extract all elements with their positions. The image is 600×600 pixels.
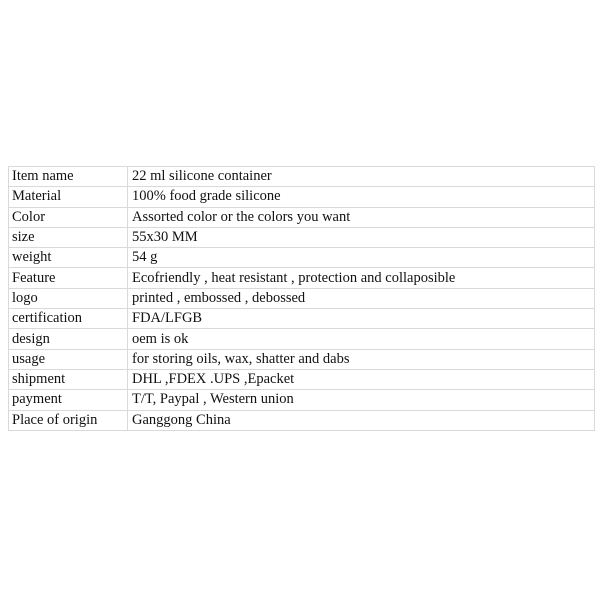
spec-name-cell: shipment <box>9 369 128 389</box>
spec-value-cell: 100% food grade silicone <box>128 187 595 207</box>
table-row <box>9 288 595 308</box>
table-row <box>9 248 595 268</box>
spec-value-cell: oem is ok <box>128 329 595 349</box>
table-row <box>9 309 595 329</box>
spec-name-cell: usage <box>9 349 128 369</box>
table-row <box>9 390 595 410</box>
spec-name-cell: logo <box>9 288 128 308</box>
spec-name-cell: Place of origin <box>9 410 128 430</box>
spec-value-cell: for storing oils, wax, shatter and dabs <box>128 349 595 369</box>
spec-value-cell: DHL ,FDEX .UPS ,Epacket <box>128 369 595 389</box>
table-row <box>9 349 595 369</box>
spec-value-cell: FDA/LFGB <box>128 309 595 329</box>
spec-name-cell: design <box>9 329 128 349</box>
spec-value-cell: 54 g <box>128 248 595 268</box>
spec-value-cell: Ganggong China <box>128 410 595 430</box>
spec-value-cell: printed , embossed , debossed <box>128 288 595 308</box>
spec-value-cell: 55x30 MM <box>128 227 595 247</box>
table-row <box>9 187 595 207</box>
spec-value-cell: T/T, Paypal , Western union <box>128 390 595 410</box>
table-row <box>9 329 595 349</box>
table-row <box>9 167 595 187</box>
spec-name-cell: weight <box>9 248 128 268</box>
table-row <box>9 369 595 389</box>
spec-value-cell: Ecofriendly , heat resistant , protection and collaposible <box>128 268 595 288</box>
spec-name-cell: Material <box>9 187 128 207</box>
spec-name-cell: Item name <box>9 167 128 187</box>
table-row <box>9 227 595 247</box>
table-row <box>9 207 595 227</box>
spec-value-cell: Assorted color or the colors you want <box>128 207 595 227</box>
table-row <box>9 268 595 288</box>
spec-value-cell: 22 ml silicone container <box>128 167 595 187</box>
spec-name-cell: Color <box>9 207 128 227</box>
spec-name-cell: certification <box>9 309 128 329</box>
spec-name-cell: payment <box>9 390 128 410</box>
table-row <box>9 410 595 430</box>
product-spec-table <box>8 166 595 431</box>
spec-name-cell: size <box>9 227 128 247</box>
spec-name-cell: Feature <box>9 268 128 288</box>
